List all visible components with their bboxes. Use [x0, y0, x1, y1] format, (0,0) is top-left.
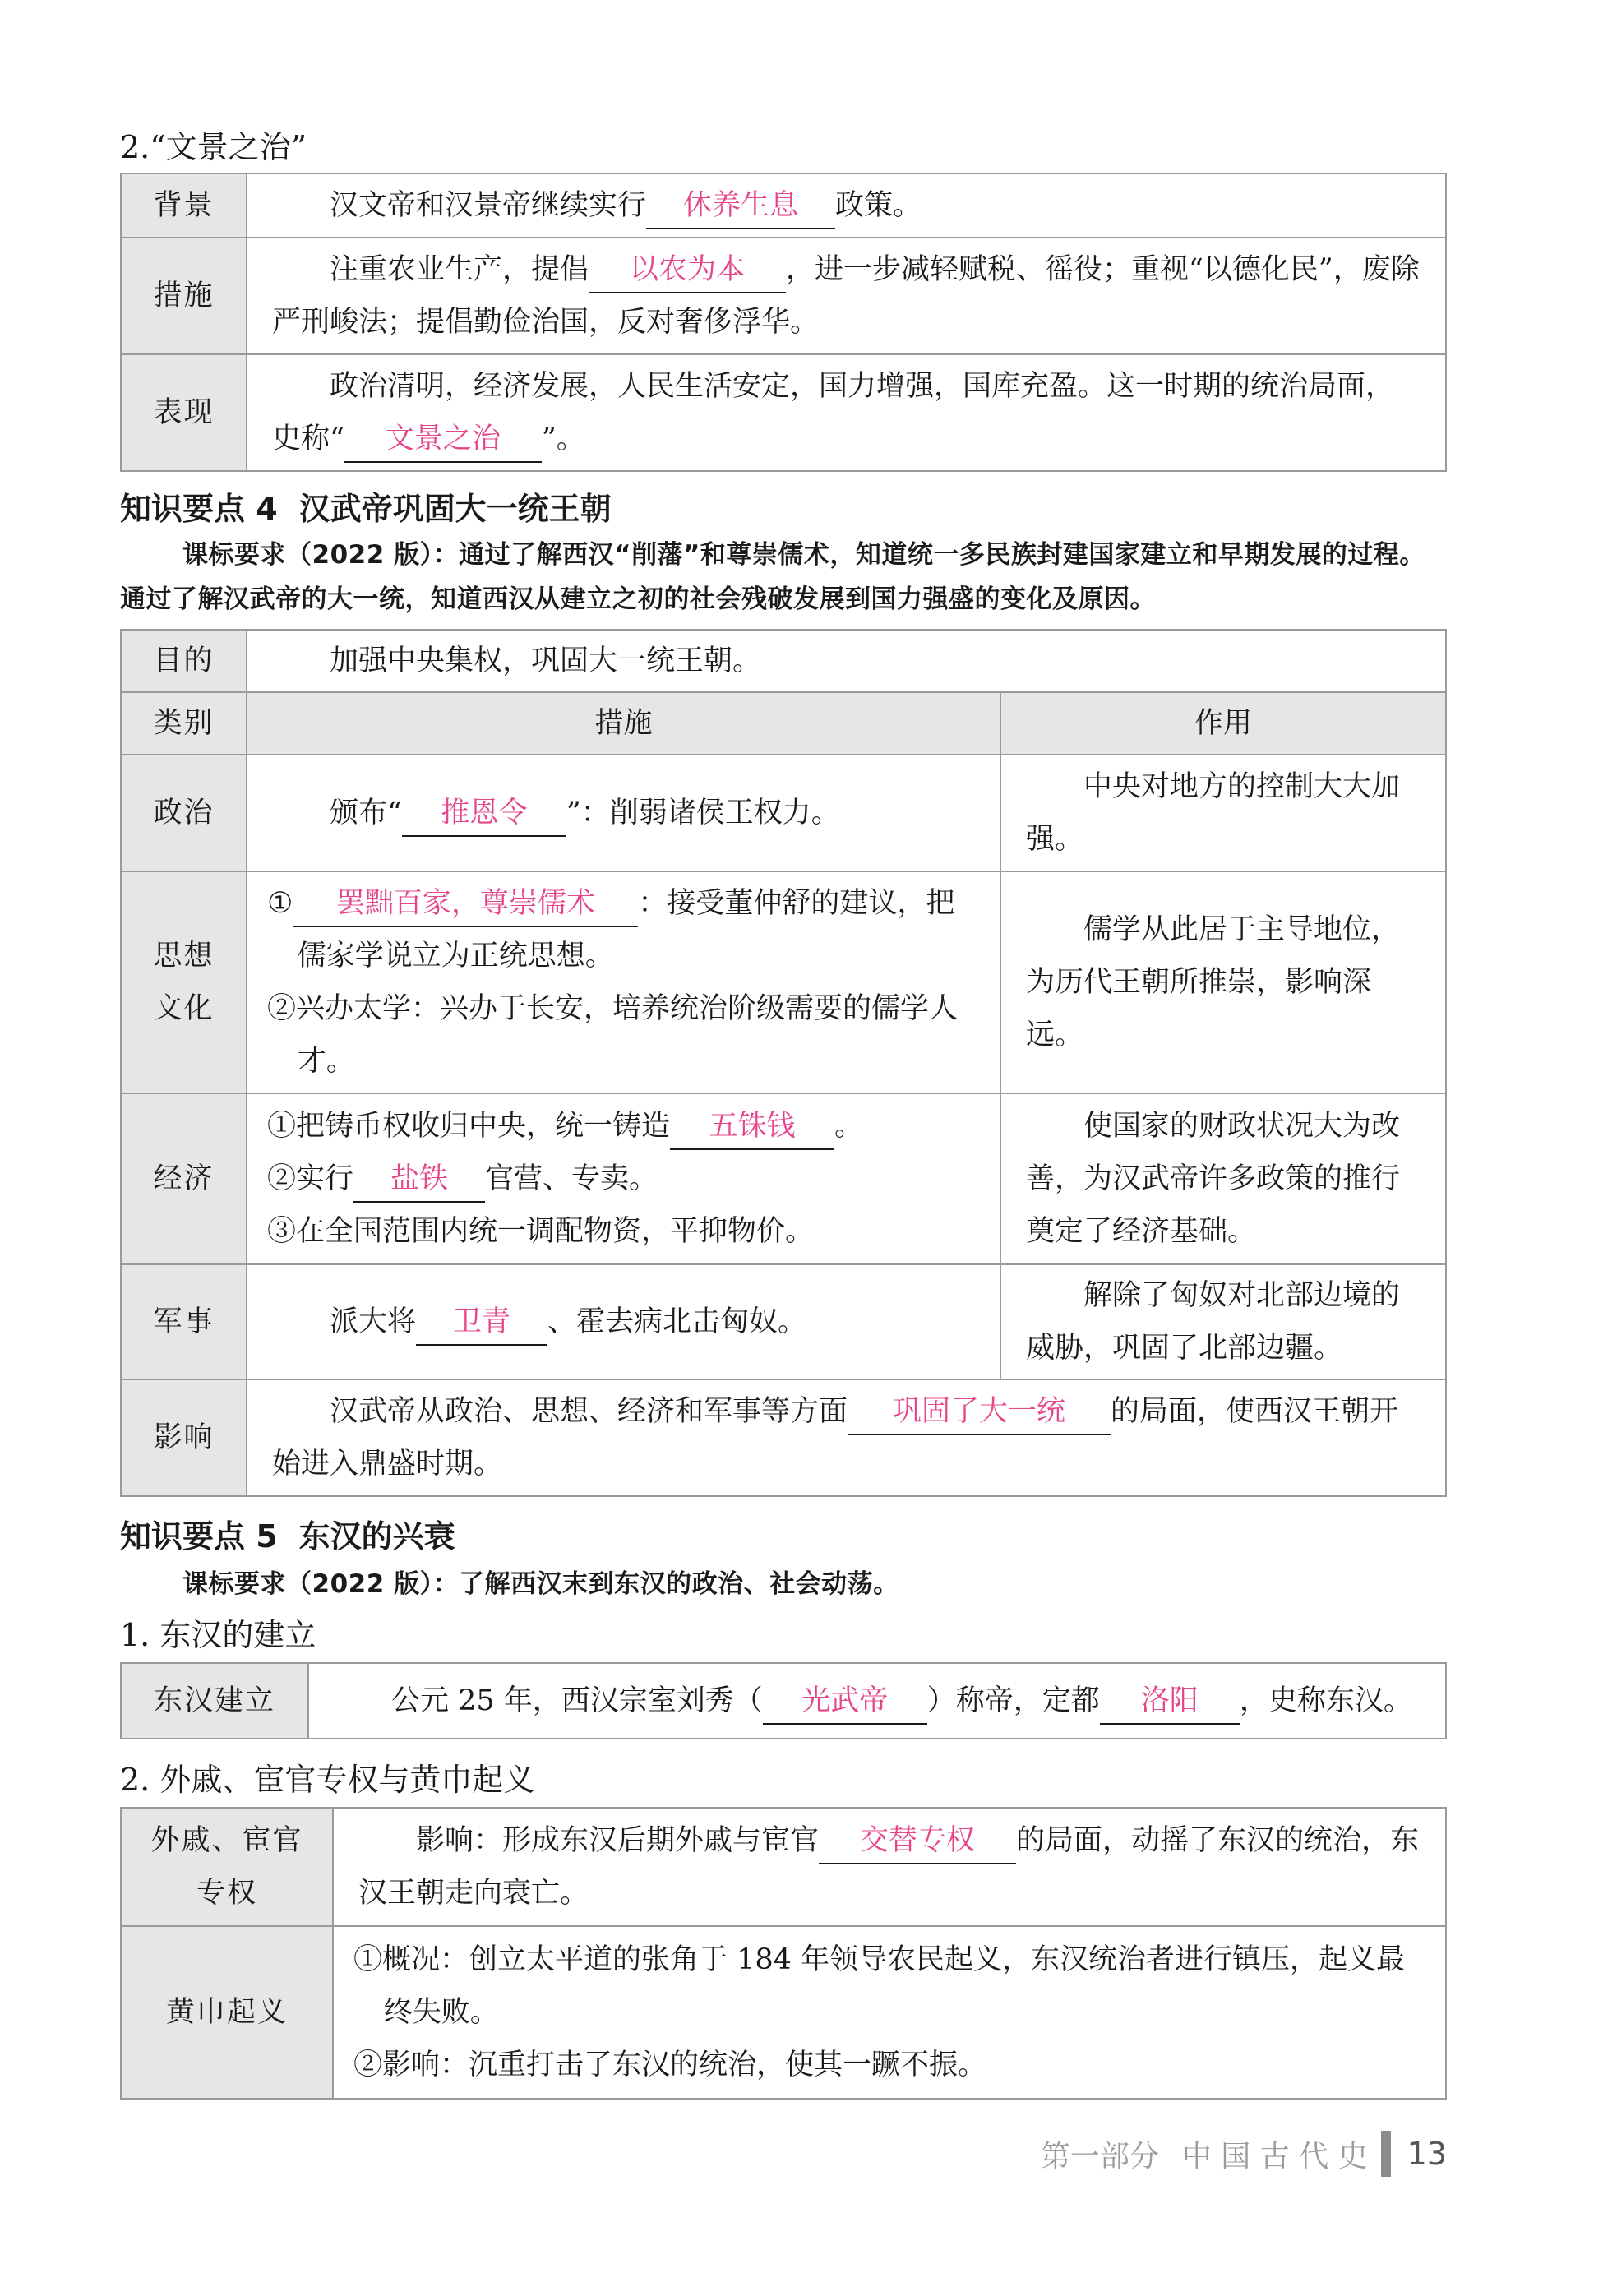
row-label: 目的	[121, 630, 247, 692]
answer-blank: 巩固了大一统	[848, 1389, 1111, 1435]
table-row	[121, 630, 1446, 692]
footer-book: 中 国 古 代 史	[1181, 2139, 1368, 2174]
founding-table	[120, 1662, 1447, 1739]
table-header-row	[121, 692, 1446, 755]
footer-divider	[1381, 2131, 1391, 2177]
answer-blank: 罢黜百家，尊崇儒术	[293, 881, 638, 927]
decline-table	[120, 1807, 1447, 2100]
row-effect: 中央对地方的控制大大加强。	[1000, 755, 1446, 871]
answer-blank: 洛阳	[1100, 1679, 1240, 1725]
row-content: 派大将 卫青 、霍去病北击匈奴。	[247, 1264, 1000, 1379]
row-content	[247, 1093, 1000, 1264]
row-label: 外戚、宦官 专权	[121, 1808, 333, 1926]
knowledge-point-4-title: 知识要点 4 汉武帝巩固大一统王朝	[120, 491, 612, 527]
table-row	[121, 1926, 1446, 2099]
row-content: 颁布“ 推恩令 ”：削弱诸侯王权力。	[247, 755, 1000, 871]
measure-item: ②实行 盐铁 官营、专卖。	[267, 1153, 975, 1205]
row-label: 军事	[121, 1264, 247, 1379]
wenjing-table	[120, 173, 1447, 472]
row-label: 东汉建立	[121, 1663, 308, 1739]
row-effect: 解除了匈奴对北部边境的威胁，巩固了北部边疆。	[1000, 1264, 1446, 1379]
table-row	[121, 354, 1446, 471]
measure-item: ① 罢黜百家，尊崇儒术 ：接受董仲舒的建议，把儒家学说立为正统思想。	[267, 877, 975, 982]
table-row	[121, 755, 1446, 871]
row-content	[333, 1926, 1446, 2099]
page-number: 13	[1407, 2136, 1447, 2172]
header-measure: 措施	[247, 692, 1000, 755]
wudi-table	[120, 629, 1447, 1497]
row-content: 影响：形成东汉后期外戚与宦官 交替专权 的局面，动摇了东汉的统治，东汉王朝走向衰亡。	[333, 1808, 1446, 1926]
row-label: 表现	[121, 354, 247, 471]
table-row	[121, 1379, 1446, 1496]
section-title-wenjing: 2.“文景之治”	[120, 129, 307, 165]
subsection-title: 2. 外戚、宦官专权与黄巾起义	[120, 1762, 535, 1798]
row-effect: 使国家的财政状况大为改善，为汉武帝许多政策的推行奠定了经济基础。	[1000, 1093, 1446, 1264]
measure-item: ①概况：创立太平道的张角于 184 年领导农民起义，东汉统治者进行镇压，起义最终失败。	[353, 1943, 1406, 2029]
subsection-title: 1. 东汉的建立	[120, 1617, 316, 1653]
answer-blank: 五铢钱	[670, 1104, 834, 1150]
header-effect: 作用	[1000, 692, 1446, 755]
row-content: 注重农业生产，提倡 以农为本 ，进一步减轻赋税、徭役；重视“以德化民”，废除严刑峻法；提倡勤俭治国，反对奢侈浮华。	[247, 238, 1446, 354]
measure-item: ②影响：沉重打击了东汉的统治，使其一蹶不振。	[353, 2049, 987, 2081]
measure-item: ②兴办太学：兴办于长安，培养统治阶级需要的儒学人才。	[267, 992, 959, 1078]
footer-part: 第一部分	[1040, 2139, 1159, 2174]
table-row	[121, 1264, 1446, 1379]
answer-blank: 卫青	[416, 1300, 547, 1346]
curriculum-requirement: 课标要求（2022 版）：通过了解西汉“削藩”和尊崇儒术，知道统一多民族封建国家建立和早期发展的过程。通过了解汉武帝的大一统，知道西汉从建立之初的社会残破发展到国力强盛的变化及原因。	[120, 540, 1425, 614]
table-row	[121, 871, 1446, 1093]
measure-item: ③在全国范围内统一调配物资，平抑物价。	[267, 1215, 815, 1248]
measure-item: ①把铸币权收归中央，统一铸造 五铢钱 。	[267, 1100, 975, 1153]
row-label: 政治	[121, 755, 247, 871]
answer-blank: 以农为本	[589, 247, 786, 293]
row-label: 经济	[121, 1093, 247, 1264]
row-label: 背景	[121, 173, 247, 238]
answer-blank: 休养生息	[646, 183, 835, 229]
header-type: 类别	[121, 692, 247, 755]
row-content: 公元 25 年，西汉宗室刘秀（ 光武帝 ）称帝，定都 洛阳 ，史称东汉。	[308, 1663, 1446, 1739]
table-row	[121, 238, 1446, 354]
answer-blank: 推恩令	[402, 791, 566, 837]
row-label: 黄巾起义	[121, 1926, 333, 2099]
table-row	[121, 1663, 1446, 1739]
table-row	[121, 1093, 1446, 1264]
goal-text: 加强中央集权，巩固大一统王朝。	[247, 630, 1446, 692]
answer-blank: 光武帝	[763, 1679, 927, 1725]
row-effect: 儒学从此居于主导地位，为历代王朝所推崇，影响深远。	[1000, 871, 1446, 1093]
page-footer	[1041, 2129, 1447, 2178]
answer-blank: 盐铁	[353, 1157, 485, 1203]
table-row	[121, 173, 1446, 238]
row-content: 政治清明，经济发展，人民生活安定，国力增强，国库充盈。这一时期的统治局面，史称“ 文景之治 ”。	[247, 354, 1446, 471]
row-content	[247, 871, 1000, 1093]
row-content: 汉文帝和汉景帝继续实行 休养生息 政策。	[247, 173, 1446, 238]
curriculum-requirement: 课标要求（2022 版）：了解西汉末到东汉的政治、社会动荡。	[182, 1569, 899, 1599]
table-row	[121, 1808, 1446, 1926]
row-label: 影响	[121, 1379, 247, 1496]
answer-blank: 文景之治	[344, 417, 542, 463]
answer-blank: 交替专权	[819, 1818, 1016, 1864]
row-label: 思想 文化	[121, 871, 247, 1093]
knowledge-point-5-title: 知识要点 5 东汉的兴衰	[120, 1518, 455, 1555]
row-content: 汉武帝从政治、思想、经济和军事等方面 巩固了大一统 的局面，使西汉王朝开始进入鼎盛时期。	[247, 1379, 1446, 1496]
row-label: 措施	[121, 238, 247, 354]
